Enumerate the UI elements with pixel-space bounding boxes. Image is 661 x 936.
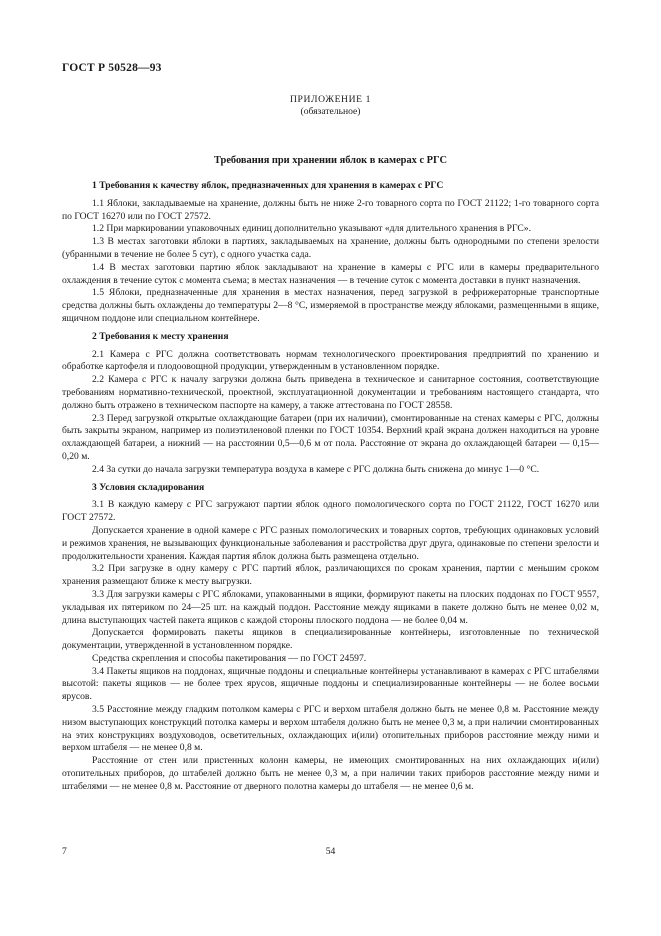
paragraph: 3.3 Для загрузки камеры с РГС яблоками, упакованными в ящики, формируют пакеты на плоских поддонах по ГОСТ 9557, укладывая их пятериком по 24—25 шт. на каждый поддон. Расстояние между ящиками в пакете должно быть не менее 0,02 м, длина выступающих частей пакета ящиков с каждой стороны плоского поддона — не более 0,04 м. <box>62 588 599 626</box>
paragraph: Средства скрепления и способы пакетирования — по ГОСТ 24597. <box>92 652 367 664</box>
paragraph: 2.4 За сутки до начала загрузки температура воздуха в камере с РГС должна быть снижена до минус 1—0 °С. <box>92 463 540 475</box>
paragraph: 1.1 Яблоки, закладываемые на хранение, должны быть не ниже 2-го товарного сорта по ГОСТ 21122; 1-го товарного сорта по ГОСТ 16270 или по ГОСТ 27572. <box>62 197 599 222</box>
paragraph: 1.3 В местах заготовки яблоки в партиях, закладываемых на хранение, должны быть однородными по степени зрелости (убранными в течение не более 5 сут), с одного участка сада. <box>62 236 599 260</box>
section-heading: 3 Условия складирования <box>92 481 205 493</box>
paragraph: 1.4 В местах заготовки партию яблок закладывают на хранение в камеры с РГС или в камеры предварительного охлаждения в течение суток с момента съема; в местах назначения — в течение суток с момента доставки в пункт назначения. <box>62 261 599 286</box>
section-heading: 2 Требования к месту хранения <box>92 330 229 342</box>
paragraph: 3.2 При загрузке в одну камеру с РГС партий яблок, различающихся по срокам хранения, партии с меньшим сроком хранения размещают ближе к месту выгрузки. <box>62 563 599 588</box>
paragraph: Расстояние от стен или пристенных колонн камеры, не имеющих смонтированных на них охлаждающих и(или) отопительных приборов, до штабелей должно быть не менее 0,3 м, а при наличии таких приборов расстояние между ними и штабелями — не менее 0,8 м. Расстояние от дверного полотна камеры до штабеля — не менее 0,6 м. <box>62 755 599 792</box>
paragraph: 1.5 Яблоки, предназначенные для хранения в местах назначения, перед загрузкой в рефрижераторные транспортные средства должны быть охлаждены до температуры 2—8 °С, измеряемой в пространстве между яблоками, размещенными в ящике, ящичном поддоне или специальном контейнере. <box>62 287 599 324</box>
paragraph: 2.3 Перед загрузкой открытые охлаждающие батареи (при их наличии), смонтированные на стенах камеры с РГС, должны быть закрыты экраном, например из полиэтиленовой пленки по ГОСТ 10354. Верхний край экрана должен находиться на уровне охлаждающей батареи, а нижний — на расстоянии 0,5—0,6 м от пола. Расстояние от экрана до охлаждающей батареи — 0,15—0,20 м. <box>62 412 599 462</box>
appendix-subtitle: (обязательное) <box>300 106 361 117</box>
document-code: ГОСТ Р 50528—93 <box>62 62 162 74</box>
paragraph: Допускается формировать пакеты ящиков в специализированные контейнеры, изготовленные по технической документации, утвержденной в установленном порядке. <box>62 627 599 652</box>
page-number-center: 54 <box>325 846 336 857</box>
paragraph: 2.1 Камера с РГС должна соответствовать нормам технологического проектирования предприятий по хранению и обработке картофеля и плодоовощной продукции, утвержденным в установленном порядке. <box>62 348 599 373</box>
paragraph: 3.1 В каждую камеру с РГС загружают партии яблок одного помологического сорта по ГОСТ 21122, ГОСТ 16270 или ГОСТ 27572. <box>62 499 599 524</box>
paragraph: 1.2 При маркировании упаковочных единиц дополнительно указывают «для длительного хранения в РГС». <box>92 223 531 235</box>
page-number-left: 7 <box>62 846 67 857</box>
document-body <box>62 180 599 794</box>
paragraph: Допускается хранение в одной камере с РГС разных помологических и товарных сортов, требующих одинаковых условий и режимов хранения, не вызывающих функциональные заболевания и расстройства друг друга, одинаковые по степени зрелости и продолжительности хранения. Каждая партия яблок должна быть размещена отдельно. <box>62 524 599 562</box>
paragraph: 2.2 Камера с РГС к началу загрузки должна быть приведена в техническое и санитарное состояния, соответствующие требованиям нормативно-технической, проектной, эксплуатационной документации и требованиям настоящего стандарта, что должно быть отражено в техническом паспорте на камеру, а также аттестована по ГОСТ 28558. <box>62 374 599 411</box>
section-heading: 1 Требования к качеству яблок, предназначенных для хранения в камерах с РГС <box>92 180 444 191</box>
appendix-title: ПРИЛОЖЕНИЕ 1 <box>290 94 371 105</box>
main-title: Требования при хранении яблок в камерах с РГС <box>214 155 447 166</box>
paragraph: 3.4 Пакеты ящиков на поддонах, ящичные поддоны и специальные контейнеры устанавливают в камерах с РГС штабелями высотой: пакеты ящиков — не более трех ярусов, ящичные поддоны и специализированные контейнеры — не более восьми ярусов. <box>62 665 599 703</box>
paragraph: 3.5 Расстояние между гладким потолком камеры с РГС и верхом штабеля должно быть не менее 0,8 м. Расстояние между низом выступающих конструкций потолка камеры и верхом штабеля должно быть не менее 0,3 м, а при наличии смонтированных на этих конструкциях воздуховодов, осветительных, охлаждающих и(или) отопительных приборов расстояние между ними и верхом штабеля — не менее 0,8 м. <box>62 704 599 754</box>
